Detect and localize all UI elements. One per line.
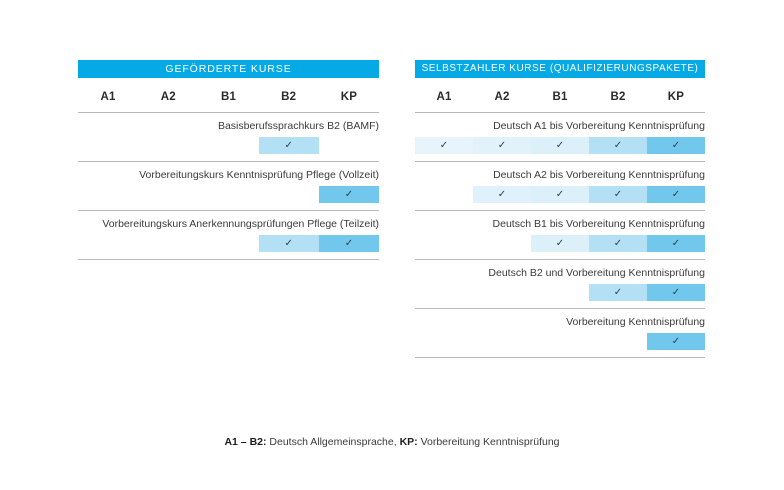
table-row [415, 259, 705, 308]
cell-empty-b2 [259, 186, 319, 203]
cell-check-b1 [531, 186, 589, 203]
column-header-kp: KP [340, 91, 358, 103]
legend-levels-label: A1 – B2: [224, 436, 267, 448]
cell-empty-a1 [415, 186, 473, 203]
table-row [415, 210, 705, 259]
cell-check-kp [647, 333, 705, 350]
cell-check-b2 [259, 137, 319, 154]
cell-check-kp [647, 137, 705, 154]
cell-check-a2 [473, 137, 531, 154]
column-header-b2: B2 [610, 91, 626, 103]
table-row [415, 161, 705, 210]
column-header-a1: A1 [436, 91, 452, 103]
cell-empty-b1 [198, 235, 258, 252]
cell-check-b2 [589, 186, 647, 203]
row-cells [78, 235, 379, 252]
legend [0, 436, 784, 448]
row-label: Vorbereitung Kenntnisprüfung [566, 316, 705, 328]
cell-empty-a2 [138, 235, 198, 252]
cell-check-kp [319, 186, 379, 203]
cell-empty-b1 [198, 137, 258, 154]
row-cells [415, 333, 705, 350]
cell-empty-b1 [198, 186, 258, 203]
row-cells [415, 284, 705, 301]
row-cells [78, 186, 379, 203]
cell-empty-a1 [415, 333, 473, 350]
table-body-left [78, 112, 379, 260]
cell-empty-a1 [415, 235, 473, 252]
table-row [78, 161, 379, 210]
table-selbstzahler-kurse [415, 60, 705, 358]
table-row [78, 112, 379, 161]
row-cells [415, 235, 705, 252]
column-header-row-right [415, 82, 705, 112]
cell-empty-a1 [78, 235, 138, 252]
table-body-right [415, 112, 705, 358]
legend-kp-text: Vorbereitung Kenntnisprüfung [417, 436, 560, 448]
table-banner-gefoerderte-kurse: GEFÖRDERTE KURSE [78, 60, 379, 78]
cell-check-b2 [259, 235, 319, 252]
column-header-b1: B1 [220, 91, 237, 103]
row-label: Vorbereitungskurs Kenntnisprüfung Pflege (Vollzeit) [139, 169, 379, 181]
cell-check-a1 [415, 137, 473, 154]
row-label: Basisberufssprachkurs B2 (BAMF) [217, 120, 379, 132]
cell-empty-a2 [473, 333, 531, 350]
column-header-a2: A2 [160, 91, 176, 103]
cell-check-kp [647, 235, 705, 252]
legend-levels-text: Deutsch Allgemeinsprache, [266, 436, 400, 448]
table-row [78, 210, 379, 260]
row-label: Vorbereitungskurs Anerkennungsprüfungen Pflege (Teilzeit) [102, 218, 379, 230]
column-header-a1: A1 [100, 91, 116, 103]
row-cells [415, 137, 705, 154]
cell-empty-a1 [78, 186, 138, 203]
row-label: Deutsch A1 bis Vorbereitung Kenntnisprüfung [493, 120, 705, 132]
row-cells [78, 137, 379, 154]
table-row [415, 308, 705, 358]
cell-empty-a2 [138, 137, 198, 154]
cell-check-b2 [589, 235, 647, 252]
cell-check-b1 [531, 235, 589, 252]
cell-empty-b2 [589, 333, 647, 350]
row-label: Deutsch B2 und Vorbereitung Kenntnisprüfung [488, 267, 705, 279]
column-header-kp: KP [667, 91, 685, 103]
cell-check-kp [647, 284, 705, 301]
cell-empty-a1 [415, 284, 473, 301]
cell-check-kp [319, 235, 379, 252]
cell-empty-a2 [473, 235, 531, 252]
table-gefoerderte-kurse [78, 60, 379, 260]
cell-check-kp [647, 186, 705, 203]
column-header-a2: A2 [494, 91, 510, 103]
cell-check-a2 [473, 186, 531, 203]
cell-empty-kp [319, 137, 379, 154]
cell-empty-a2 [473, 284, 531, 301]
cell-empty-a2 [138, 186, 198, 203]
row-label: Deutsch A2 bis Vorbereitung Kenntnisprüfung [493, 169, 705, 181]
column-header-b2: B2 [281, 91, 297, 103]
cell-empty-b1 [531, 333, 589, 350]
column-header-row-left [78, 82, 379, 112]
legend-kp-label: KP: [399, 436, 418, 448]
column-header-b1: B1 [552, 91, 568, 103]
row-label: Deutsch B1 bis Vorbereitung Kenntnisprüfung [492, 218, 705, 230]
cell-check-b2 [589, 284, 647, 301]
row-cells [415, 186, 705, 203]
cell-check-b2 [589, 137, 647, 154]
cell-check-b1 [531, 137, 589, 154]
cell-empty-a1 [78, 137, 138, 154]
table-row [415, 112, 705, 161]
cell-empty-b1 [531, 284, 589, 301]
table-banner-selbstzahler-kurse: SELBSTZAHLER KURSE (QUALIFIZIERUNGSPAKETE) [415, 60, 705, 78]
